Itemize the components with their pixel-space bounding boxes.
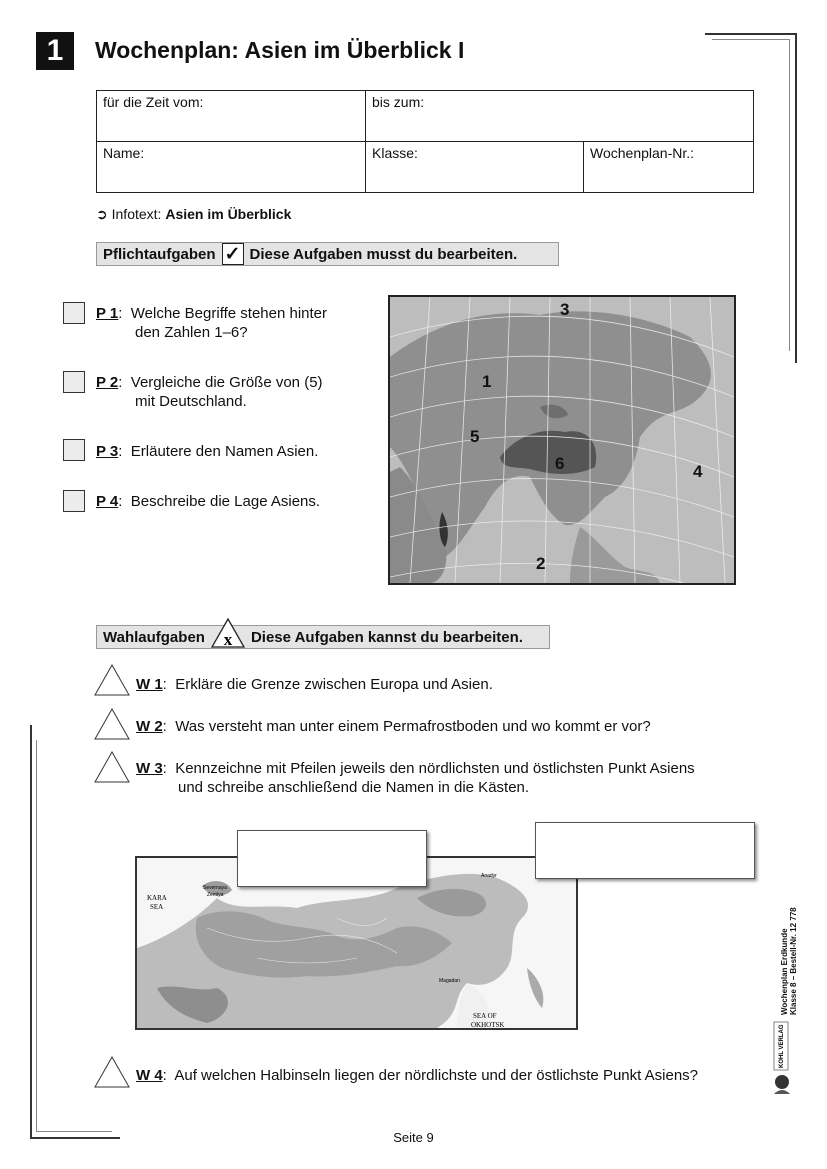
- optional-mark: x: [223, 630, 233, 648]
- sidebar-info: [780, 905, 800, 1015]
- task-w2: W 2: Was versteht man unter einem Permafrostboden und wo kommt er vor?: [136, 718, 651, 735]
- asia-map-graphic: [390, 297, 734, 583]
- label-zemlya: Zemlya: [207, 892, 224, 898]
- publisher-name: KOHL VERLAG: [779, 1024, 785, 1068]
- page-title: Wochenplan: Asien im Überblick I: [95, 37, 465, 63]
- task-checkbox-p1[interactable]: [63, 302, 85, 324]
- label-kara: KARA: [147, 894, 167, 902]
- label-okhotsk: OKHOTSK: [471, 1021, 505, 1028]
- date-to-field[interactable]: [366, 91, 754, 142]
- asia-overview-map: [388, 295, 736, 585]
- task-p3: P 3: Erläutere den Namen Asien.: [96, 443, 319, 460]
- task-w3: W 3: Kennzeichne mit Pfeilen jeweils den nördlichsten und östlichsten Punkt Asiens und schreibe anschließend die Namen in die Kästen.: [136, 760, 695, 796]
- task-text: mit Deutschland.: [135, 393, 247, 410]
- class-field[interactable]: [366, 142, 584, 193]
- task-text: Erkläre die Grenze zwischen Europa und Asien.: [175, 676, 493, 693]
- date-to-label: bis zum:: [372, 94, 425, 110]
- task-text: Kennzeichne mit Pfeilen jeweils den nördlichsten und östlichsten Punkt Asiens: [175, 760, 695, 777]
- optional-bar: [96, 625, 550, 649]
- task-text: den Zahlen 1–6?: [135, 324, 248, 341]
- date-from-label: für die Zeit vom:: [103, 94, 204, 110]
- infotext-title: Asien im Überblick: [165, 206, 292, 222]
- corner-line-top-h2: [712, 39, 789, 40]
- name-field[interactable]: [97, 142, 366, 193]
- class-label: Klasse:: [372, 145, 418, 161]
- task-triangle-w2[interactable]: [94, 708, 130, 740]
- corner-line-top-v2: [789, 39, 790, 351]
- info-table: [96, 90, 754, 193]
- task-text: Welche Begriffe stehen hinter: [130, 305, 327, 322]
- task-p1: P 1: Welche Begriffe stehen hinter den Zahlen 1–6?: [96, 305, 327, 341]
- task-p4: P 4: Beschreibe die Lage Asiens.: [96, 493, 321, 510]
- task-id: P 1: [96, 305, 119, 322]
- mandatory-label: Pflichtaufgaben: [103, 245, 216, 263]
- map-label-4: 4: [693, 462, 703, 481]
- label-sea-of: SEA OF: [473, 1012, 497, 1020]
- task-text: Auf welchen Halbinseln liegen der nördlichste und der östlichste Punkt Asiens?: [174, 1067, 699, 1084]
- checkmark-icon: ✓: [222, 243, 244, 265]
- corner-line-bottom-v: [30, 725, 32, 1137]
- task-id: W 4: [136, 1067, 163, 1084]
- infotext-label: Infotext:: [111, 206, 162, 222]
- corner-line-bottom-v2: [36, 740, 37, 1131]
- task-text: Vergleiche die Größe von (5): [130, 374, 323, 391]
- sidebar-line1: Wochenplan Erdkunde: [780, 928, 789, 1015]
- task-triangle-w3[interactable]: [94, 751, 130, 783]
- optional-label: Wahlaufgaben: [103, 628, 205, 646]
- task-id: W 3: [136, 760, 163, 777]
- publisher-logo: [770, 1020, 794, 1100]
- page-number: Seite 9: [393, 1130, 434, 1145]
- plan-number-label: Wochenplan-Nr.:: [590, 145, 695, 161]
- task-w1: W 1: Erkläre die Grenze zwischen Europa und Asien.: [136, 676, 493, 693]
- infotext-line: [96, 206, 291, 223]
- corner-line-top-h: [705, 33, 795, 35]
- worksheet-number: 1: [36, 32, 74, 70]
- task-triangle-w1[interactable]: [94, 664, 130, 696]
- sidebar-line2: Klasse 8 – Bestell-Nr. 12 778: [789, 907, 798, 1015]
- task-id: P 4: [96, 493, 119, 510]
- name-label: Name:: [103, 145, 145, 161]
- corner-line-top-v: [795, 33, 797, 363]
- task-checkbox-p4[interactable]: [63, 490, 85, 512]
- triangle-x-icon: [211, 618, 245, 648]
- optional-text: Diese Aufgaben kannst du bearbeiten.: [250, 628, 523, 646]
- task-text: Beschreibe die Lage Asiens.: [130, 493, 321, 510]
- task-id: P 3: [96, 443, 119, 460]
- task-checkbox-p3[interactable]: [63, 439, 85, 461]
- task-id: W 2: [136, 718, 163, 735]
- task-triangle-w4[interactable]: [94, 1056, 130, 1088]
- label-magadan: Magadan: [439, 978, 460, 984]
- task-checkbox-p2[interactable]: [63, 371, 85, 393]
- kohl-logo-icon: [770, 1020, 794, 1100]
- task-text: Erläutere den Namen Asien.: [130, 443, 319, 460]
- plan-number-field[interactable]: [584, 142, 754, 193]
- map-label-6: 6: [555, 454, 565, 473]
- task-p2: P 2: Vergleiche die Größe von (5) mit Deutschland.: [96, 374, 323, 410]
- task-w4: W 4: Auf welchen Halbinseln liegen der nördlichste und der östlichste Punkt Asiens?: [136, 1067, 699, 1084]
- label-kara-sea: SEA: [150, 903, 164, 911]
- map-label-5: 5: [470, 427, 480, 446]
- task-text: und schreibe anschließend die Namen in die Kästen.: [178, 779, 530, 796]
- label-severnaya: Severnaya: [203, 885, 227, 891]
- task-id: W 1: [136, 676, 163, 693]
- answer-box-easternmost[interactable]: [535, 822, 755, 879]
- label-anadyr: Anadyr: [481, 873, 497, 879]
- arrow-icon: ➲: [96, 206, 108, 222]
- map-label-3: 3: [560, 300, 570, 319]
- mandatory-text: Diese Aufgaben musst du bearbeiten.: [249, 245, 518, 263]
- task-text: Was versteht man unter einem Permafrostboden und wo kommt er vor?: [175, 718, 651, 735]
- map-label-1: 1: [482, 372, 492, 391]
- task-id: P 2: [96, 374, 119, 391]
- mandatory-bar: [96, 242, 559, 266]
- map-label-2: 2: [536, 554, 546, 573]
- date-from-field[interactable]: [97, 91, 366, 142]
- answer-box-northernmost[interactable]: [237, 830, 427, 887]
